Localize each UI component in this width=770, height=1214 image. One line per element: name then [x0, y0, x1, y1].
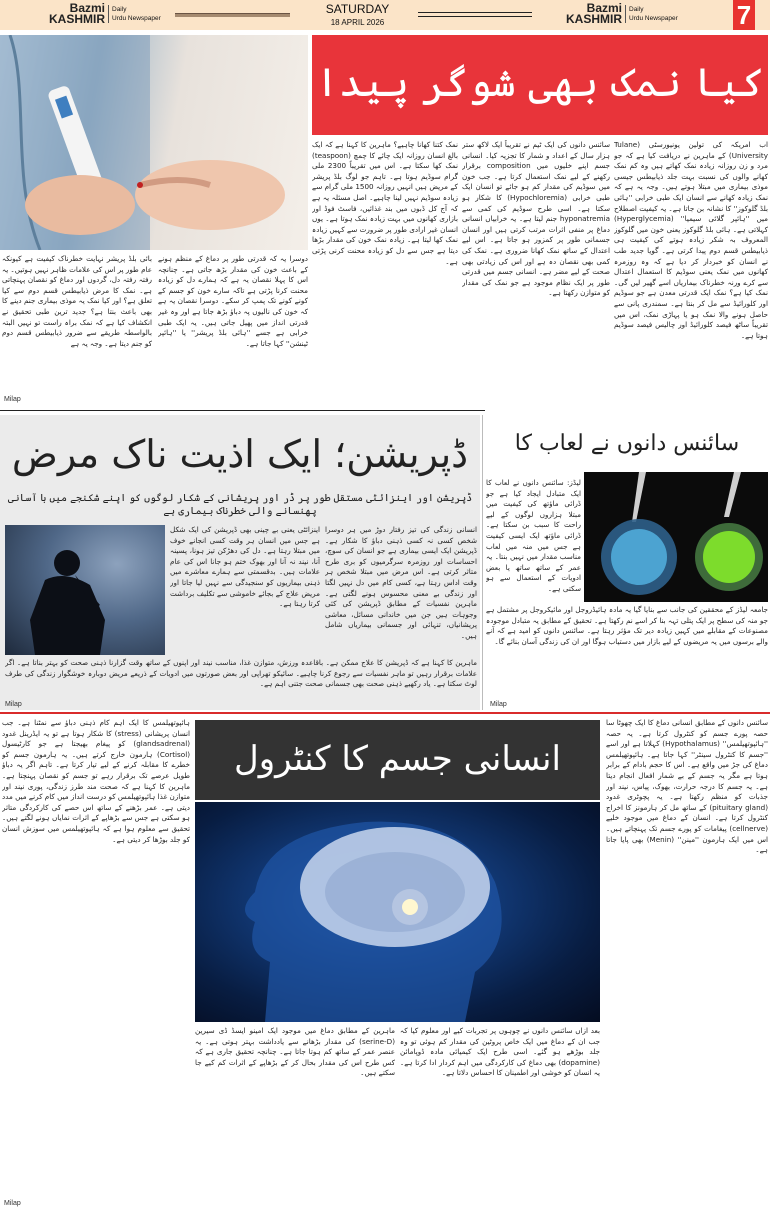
- article-depression-col2: اینزائٹی یعنی بے چینی بھی ڈپریشن کی ایک شکل ہے جس میں انسان ہر وقت کسی انجانے خوف میں مبتلا رہتا ہے۔ دل کی دھڑکن تیز ہونا، پسینہ آنا، نیند نہ آنا اور بھوک ختم ہو جانا اس کی عام علامات ہیں۔ بدقسمتی سے ہمارے معاشرے میں ذہنی بیماریوں کو سنجیدگی سے نہیں لیا جاتا اور مریض علاج کے بجائے خاموشی سے تکلیف برداشت کرتا رہتا ہے۔: [170, 525, 320, 609]
- date: 18 APRIL 2026: [330, 18, 385, 27]
- decorative-rule: [418, 12, 532, 17]
- masthead-name: Bazmi: [586, 1, 622, 15]
- divider: [482, 415, 483, 710]
- masthead-sub: Daily: [112, 6, 127, 13]
- photo-credit: Milap: [5, 701, 22, 708]
- depression-photo: [5, 525, 165, 655]
- headline-salt: کیا نمک بھی شوگر پیدا: [312, 35, 768, 135]
- article-brain-left-col: ہائپوتھیلمس کا ایک اہم کام ذہنی دباؤ سے نمٹنا ہے۔ جب انسان پریشانی (stress) کا شکار ہوتا ہے تو یہ ایڈرینل غدود (glandsadrenal) کو پیغام بھیجتا ہے جو کارٹیسول (Cortisol) ہارمون خارج کرتے ہیں۔ یہ ہارمون جسم کو خطرے کا مقابلہ کرنے کے لیے تیار کرتا ہے۔ تاہم اگر یہ دباؤ طویل عرصے تک برقرار رہے تو جسم کو نقصان پہنچتا ہے۔ ماہرین کا کہنا ہے کہ صحت مند طرز زندگی، پوری نیند اور متوازن غذا ہائپوتھیلمس کو درست انداز میں کام کرنے میں مدد دیتی ہے۔ عمر بڑھنے کے ساتھ اس حصے کی کارکردگی متاثر ہو سکتی ہے جس سے بڑھاپے کے اثرات نمایاں ہونے لگتے ہیں۔ تحقیق سے معلوم ہوا ہے کہ ہائپوتھیلمس میں سوزش انسان کو جلد بوڑھا کر دیتی ہے۔: [2, 718, 190, 844]
- photo-credit: Milap: [4, 1200, 21, 1207]
- divider: [0, 410, 485, 411]
- article-brain-below-col2: ماہرین کے مطابق دماغ میں موجود ایک امینو ایسڈ ڈی سیرین (serine-D) کی مقدار بڑھانے سے یادداشت بہتر ہوتی ہے۔ یہ عنصر عمر کے ساتھ کم ہوتا جاتا ہے۔ چنانچہ تحقیق جاری ہے کہ کس طرح اس کی مقدار بحال کر کے بڑھاپے کے اثرات کم کیے جا سکتے ہیں۔: [195, 1026, 395, 1078]
- brain-photo: [195, 802, 600, 1022]
- masthead-right: [566, 3, 678, 25]
- masthead-name: Bazmi: [69, 1, 105, 15]
- headline-depression: ڈپریشن؛ ایک اذیت ناک مرض: [11, 432, 469, 476]
- article-salt-col1: اب امریکہ کی تولین یونیورسٹی (Tulane University) کے ماہرین نے دریافت کیا ہے کہ جو مرد و زن روزانہ زیادہ نمک کھاتے ہیں وہ کم نمک کھانے والوں کی نسبت بہت جلد ذیابیطس جیسی موذی بیماری میں مبتلا ہوتے ہیں۔ وجہ یہ ہے کہ نمک زیادہ کھانے سے انسان ایک طبی خرابی ''ہائی بلڈ گلوکوز'' کا نشانہ بن جاتا ہے۔ یہ کیفیت اصطلاح میں ''ہائپر گلائی سیمیا'' (Hyperglycemia) کہلاتی ہے۔ ہائی بلڈ گلوکوز یعنی خون میں گلوکوز المعروف بہ شکر زیادہ ہوتے کی کیفیت ہی ذیابیطس قسم دوم پیدا کرتی ہے۔ گویا جدید طب نے انسان کو خبردار کر دیا ہے کہ وہ روزمرہ کھانوں میں نمک یعنی سوڈیم کا استعمال اعتدال سے کرے ورنہ خطرناک بیماریاں اسے گھیر لیں گی۔ نمک کیا ہے؟ نمک ایک قدرتی معدن ہے جو سوڈیم اور کلورائیڈ سے مل کر بنتا ہے۔ سمندری پانی سے حاصل ہونے والا نمک ہو یا پہاڑی نمک، اس میں تقریباً ساٹھ فیصد کلورائیڈ اور چالیس فیصد سوڈیم ہوتا ہے۔: [614, 140, 768, 340]
- glucose-test-photo: [0, 35, 308, 250]
- headline-saliva: سائنس دانوں نے لعاب کا: [514, 431, 740, 456]
- page-header: [0, 0, 770, 30]
- headline-brain: انسانی جسم کا کنٹرول: [195, 720, 600, 800]
- article-salt-left-col2: دوسرا یہ کہ قدرتی طور پر دماغ کے منظم ہونے کے باعث خون کی مقدار بڑھ جاتی ہے۔ چنانچہ اس کا پہلا نقصان یہ ہے کہ ہمارے دل کو زیادہ محنت کرنا پڑتی ہے تاکہ سارے خون کو جسم کے کونے کونے تک پمپ کر سکے۔ دوسرا نقصان یہ ہے کہ خون کی نالیوں پہ دباؤ بڑھ جاتا ہے اور وہ غیر قدرتی انداز میں پھیل جاتی ہیں۔ یہ ایک طبی خرابی ہے جسے ''ہائی بلڈ پریشر'' یا ''ہائپر ٹینشن'' کہا جاتا ہے۔: [158, 254, 308, 348]
- brain-head-illustration: [195, 802, 600, 1022]
- masthead-sub: Urdu Newspaper: [112, 15, 161, 22]
- saliva-microgel-photo: [584, 472, 768, 602]
- article-brain-right-col: سائنس دانوں کے مطابق انسانی دماغ کا ایک چھوٹا سا حصہ پورے جسم کو کنٹرول کرتا ہے۔ یہ حصہ ''ہائپوتھیلمس'' (Hypothalamus) کہلاتا ہے اور اسے ''جسم کا کنٹرول سینٹر'' کہا جاتا ہے۔ ہائپوتھیلمس دماغ کی جڑ میں واقع ہے۔ اس کا حجم بادام کے برابر ہوتا ہے مگر یہ جسم کے بے شمار افعال انجام دیتا ہے۔ یہ جسم کا درجہ حرارت، بھوک، پیاس، نیند اور جذبات کو منظم رکھتا ہے۔ یہ پچوٹری غدود (pituitary gland) کے ساتھ مل کر ہارمونز کا اخراج کنٹرول کرتا ہے۔ انسان کے دماغ میں موجود خلیے (cellnerve) پیغامات کو پورے جسم تک پہنچاتے ہیں۔ اس میں ایک ہارمون ''مینن'' (Menin) بھی پایا جاتا ہے۔: [606, 718, 768, 855]
- microgel-illustration: [584, 472, 768, 602]
- sad-person-silhouette: [5, 525, 165, 655]
- article-depression-bottom: ماہرین کا کہنا ہے کہ ڈپریشن کا علاج ممکن ہے۔ باقاعدہ ورزش، متوازن غذا، مناسب نیند اور اپنوں کے ساتھ وقت گزارنا ذہنی صحت کو بہتر بناتا ہے۔ اگر علامات برقرار رہیں تو ماہر نفسیات سے رجوع کرنا چاہیے۔ سائیکو تھراپی اور بعض صورتوں میں ادویات کے ذریعے مریض دوبارہ خوشگوار زندگی کی طرف لوٹ سکتا ہے۔ یاد رکھیے ذہنی صحت بھی جسمانی صحت جتنی اہم ہے۔: [5, 658, 477, 689]
- subheadline-depression: ڈپریشن اور اینزائٹی مستقل طور پر ڈر اور پریشانی کے شکار لوگوں کو اپنے شکنجے میں با آسانی پھنسانے والی خطرناک بیماری ہے: [7, 493, 473, 517]
- article-salt-col2: سائنس دانوں کی ایک ٹیم نے تقریباً ایک لاکھ ستر ہزار سال کے اعداد و شمار کا تجزیہ کیا۔ انسانی جسم اپنے خلیوں میں composition برقرار رکھنے کے لیے نمک استعمال کرتا ہے۔ جب خون میں سوڈیم کی مقدار کم ہو جائے تو انسان ایک طبی خرابی (Hypochloremia) کا شکار ہو سکتا ہے۔ اسی طرح سوڈیم کی کمی سے hyponatremia جنم لیتا ہے۔ یہ خرابیاں انسانی دماغ پر منفی اثرات مرتب کرتی ہیں اور انسان جسمانی طور پر کمزور ہو جاتا ہے۔ اس لیے اعتدال کے ساتھ نمک کھانا ضروری ہے۔ نمک کی کمی بھی نقصان دہ ہے اور اس کی زیادتی بھی صحت کے لیے مضر ہے۔ انسانی جسم میں قدرتی طور پر ایک نظام موجود ہے جو نمک کی مقدار کو متوازن رکھتا ہے۔: [462, 140, 610, 298]
- masthead-name: KASHMIR: [566, 12, 622, 26]
- glucose-meter-illustration: [0, 35, 308, 250]
- article-saliva-col1: لیڈز: سائنس دانوں نے لعاب کا ایک متبادل ایجاد کیا ہے جو ڈرائی ماؤتھ کی کیفیت میں مبتلا ہزاروں لوگوں کے لیے راحت کا سبب بن سکتا ہے۔ ڈرائی ماؤتھ ایک ایسی کیفیت ہے جس میں منہ میں لعاب مناسب مقدار میں نہیں بنتا۔ یہ عمر کے ساتھ ساتھ یا بعض ادویات کے استعمال سے ہو سکتی ہے۔: [486, 478, 581, 593]
- photo-credit: Milap: [490, 701, 507, 708]
- masthead-name: KASHMIR: [49, 12, 105, 26]
- article-salt-left-col1: بائی بلڈ پریشر نہایت خطرناک کیفیت ہے کیونکہ عام طور پر اس کی علامات ظاہر نہیں ہوتیں۔ یہ رفتہ رفتہ دل، گردوں اور دماغ کو نقصان پہنچاتی ہے۔ نمک کا مرض ذیابیطس قسم دوم سے کیا تعلق ہے؟ اور کیا نمک یہ موذی بیماری جنم دینے کا بھی باعث بنتا ہے؟ جدید ترین طبی تحقیق نے انکشاف کیا ہے کہ نمک براہ راست تو نہیں البتہ بالواسطہ طریقے سے ضرور ذیابیطس قسم دوم کو جنم دیتا ہے۔ وجہ یہ ہے: [2, 254, 152, 348]
- article-brain-below-col1: بعد ازاں سائنس دانوں نے چوہوں پر تجربات کیے اور معلوم کیا کہ جب ان کے دماغ میں ایک خاص پروٹین کی مقدار کم ہوئی تو وہ جلد بوڑھے ہو گئے۔ اسی طرح ایک کیمیائی مادہ ڈوپامائن (dopamine) بھی دماغ کی کارکردگی میں اہم کردار ادا کرتا ہے۔ یہ انسان کو خوشی اور اطمینان کا احساس دلاتا ہے۔: [400, 1026, 600, 1078]
- page-number: 7: [733, 0, 755, 30]
- decorative-rule: [175, 13, 290, 17]
- article-saliva-bottom: جامعہ لیڈز کے محققین کی جانب سے بنایا گیا یہ مادہ ہائیڈروجل اور مائیکروجل پر مشتمل ہے جو منہ کی سطح پر ایک پتلی تہہ بنا کر اسے نم رکھتا ہے۔ تحقیق کے مطابق یہ متبادل موجودہ مصنوعات کے مقابلے میں کہیں زیادہ دیر تک مؤثر رہتا ہے۔ سائنس دانوں کو امید ہے کہ آنے والے برسوں میں یہ مریضوں کے لیے بازار میں دستیاب ہوگا اور ان کی زندگی آسان بنائے گا۔: [486, 605, 768, 646]
- photo-credit: Milap: [4, 396, 21, 403]
- masthead-sub: Daily: [629, 6, 644, 13]
- weekday: SATURDAY: [325, 2, 390, 16]
- date-block: [305, 3, 410, 29]
- section-divider: [0, 712, 770, 714]
- masthead-sub: Urdu Newspaper: [629, 15, 678, 22]
- article-depression-col1: انسانی زندگی کی تیز رفتار دوڑ میں ہر دوسرا شخص کسی نہ کسی ذہنی دباؤ کا شکار ہے۔ ڈپریشن ایک ایسی بیماری ہے جو انسان کی سوچ، احساسات اور روزمرہ سرگرمیوں کو بری طرح متاثر کرتی ہے۔ اس مرض میں مبتلا شخص ہر وقت اداس رہتا ہے، کسی کام میں دل نہیں لگتا اور زندگی بے معنی محسوس ہونے لگتی ہے۔ ماہرین نفسیات کے مطابق ڈپریشن کی کئی وجوہات ہیں جن میں خاندانی مسائل، معاشی پریشانیاں، تنہائی اور جسمانی بیماریاں شامل ہیں۔: [325, 525, 477, 640]
- article-salt-col3: نمک کتنا کھانا چاہیے؟ ماہرین کا کہنا ہے کہ ایک بالغ انسان روزانہ ایک چائے کا چمچ (teaspoon) نمک کھا سکتا ہے۔ اس میں تقریباً 2300 ملی گرام سوڈیم ہوتا ہے۔ تاہم جو لوگ بلڈ پریشر کے مریض ہیں انہیں روزانہ 1500 ملی گرام سے زیادہ سوڈیم نہیں لینا چاہیے۔ اصل مسئلہ یہ ہے کہ آج کل ڈبوں میں بند غذائیں، فاسٹ فوڈ اور بازاری کھانوں میں بہت زیادہ نمک ہوتا ہے۔ یوں انسان غیر ارادی طور پر ضرورت سے کہیں زیادہ نمک کھا لیتا ہے۔ زیادہ نمک خون کی مقدار بڑھا دیتا ہے جس سے دل کو زیادہ محنت کرنی پڑتی ہے۔: [312, 140, 458, 266]
- masthead-left: [49, 3, 161, 25]
